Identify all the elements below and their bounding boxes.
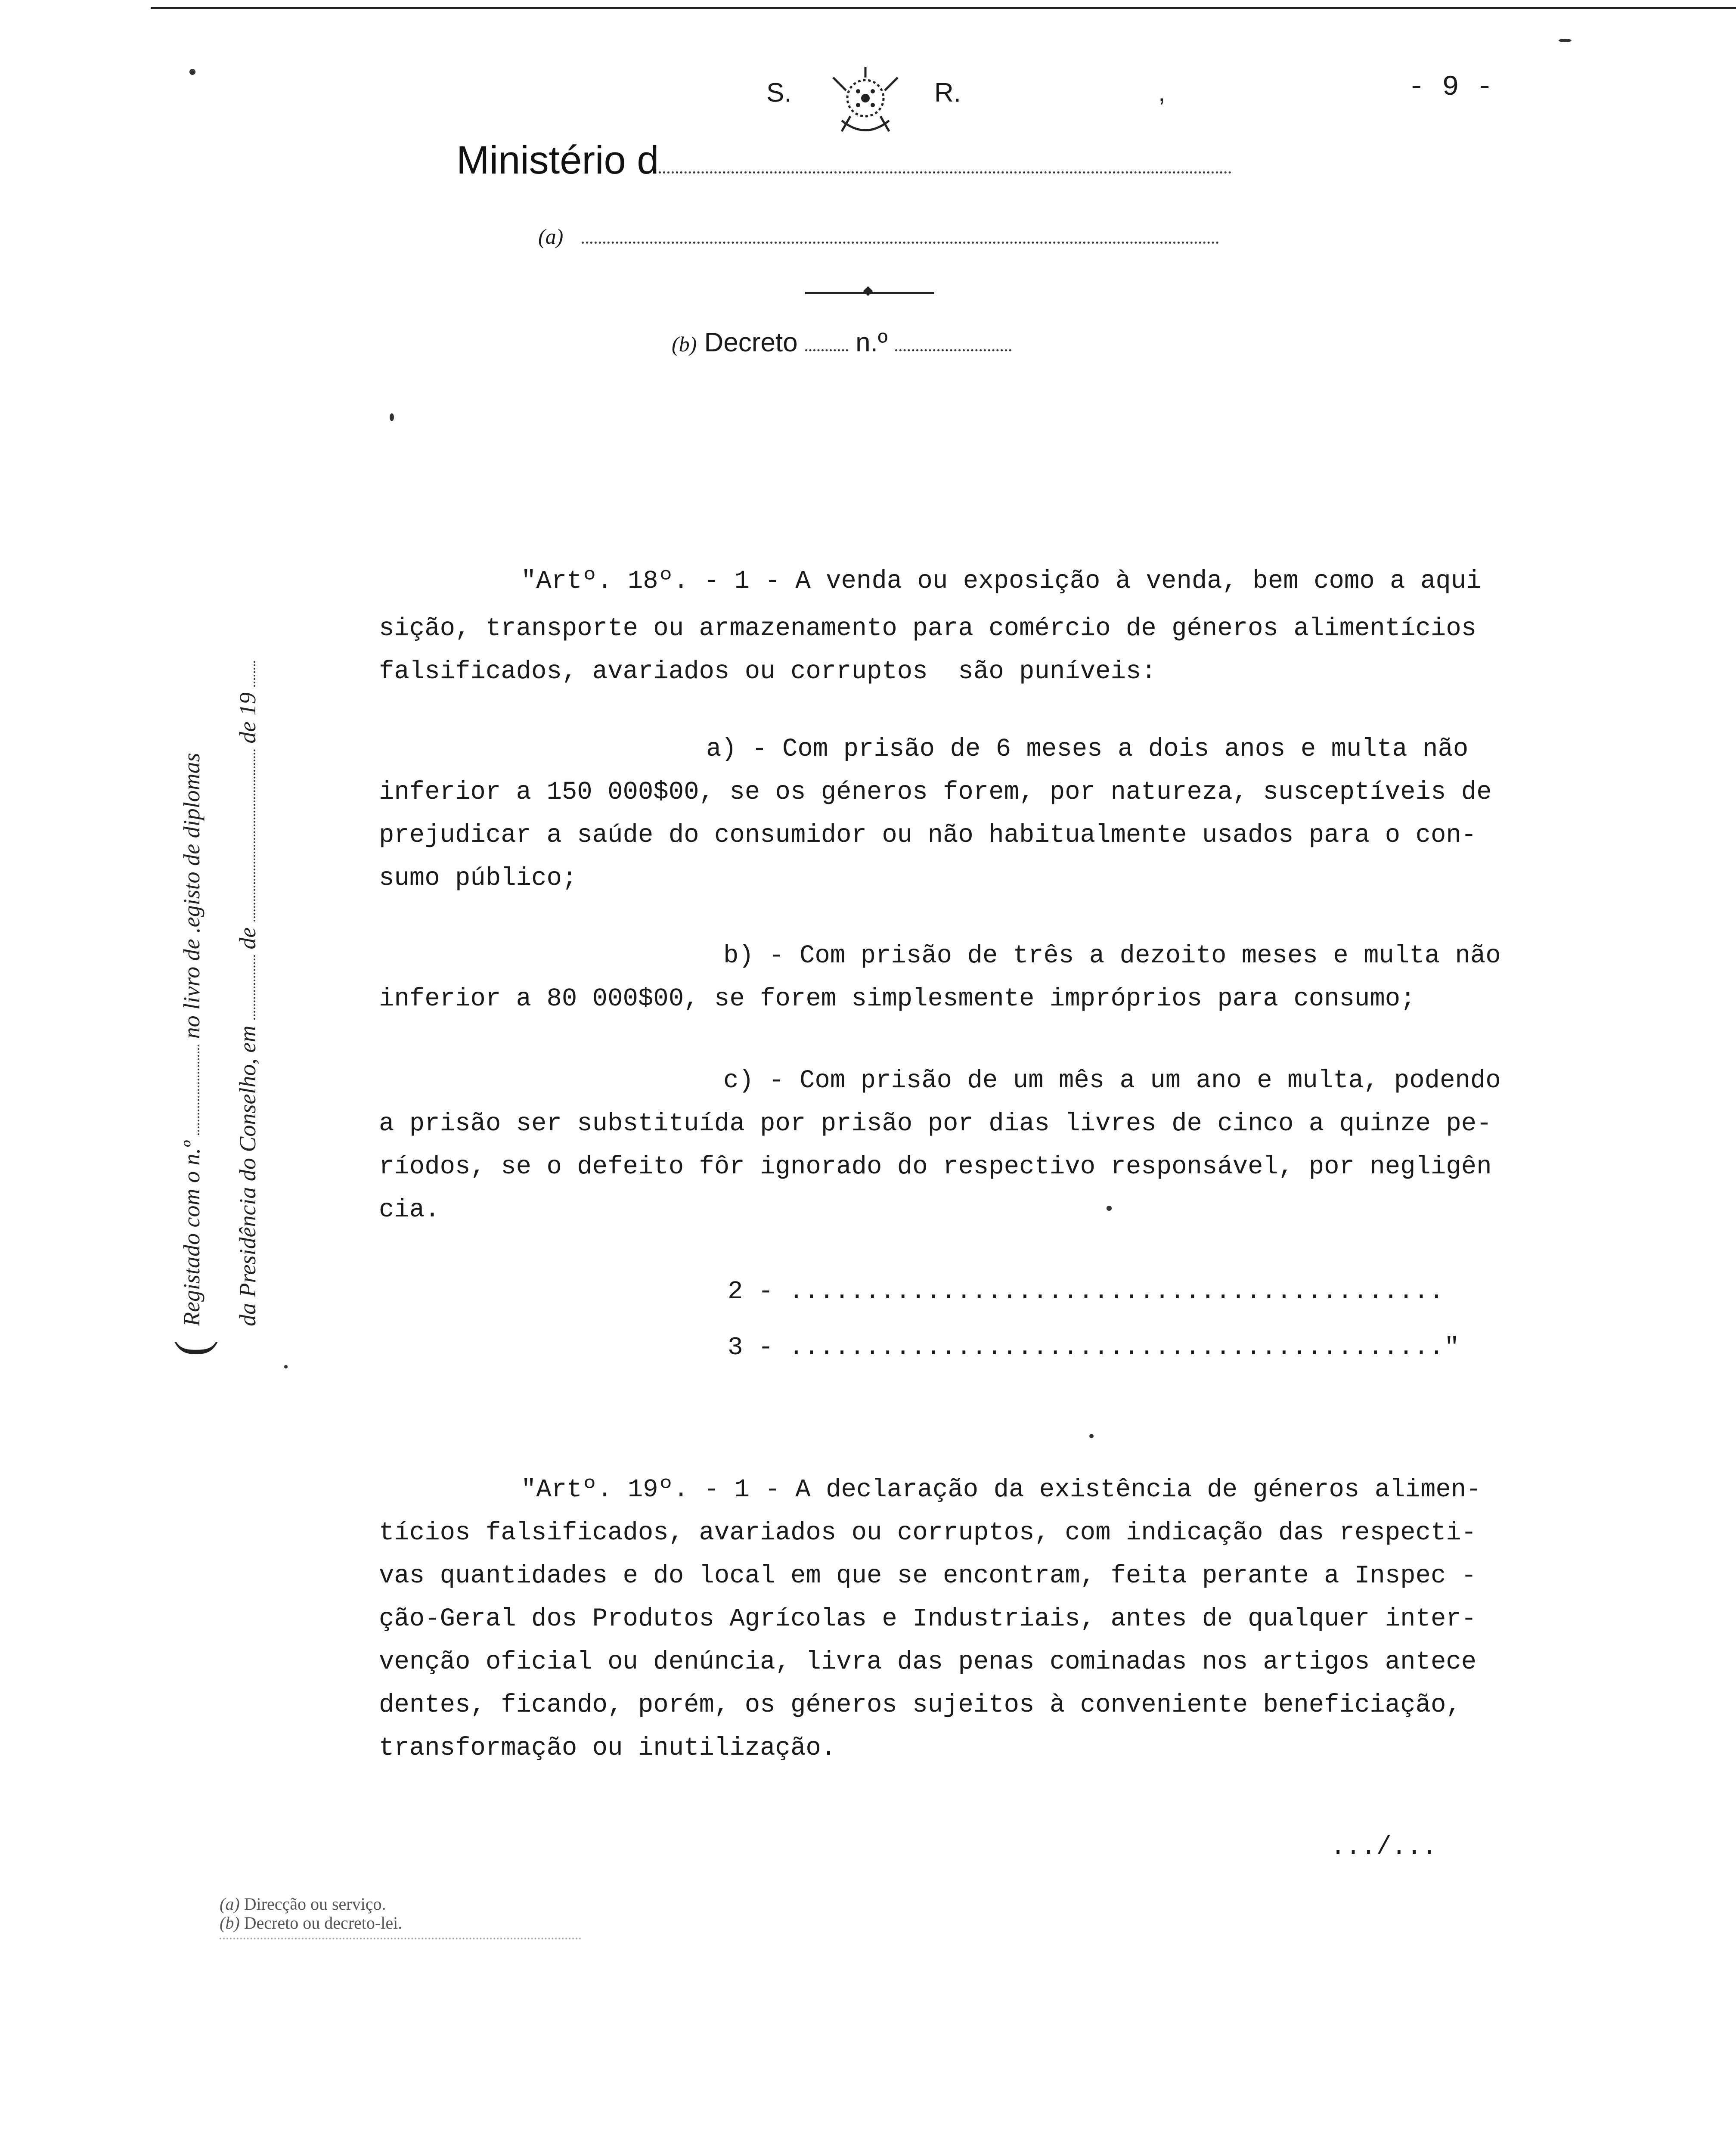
- art18-item-c-line-3: ríodos, se o defeito fôr ignorado do respectivo responsável, por negligên: [379, 1152, 1492, 1181]
- margin-diplomas-label: .egisto de diplomas: [179, 753, 205, 933]
- margin-year-blank: [236, 661, 255, 687]
- decreto-number-blank: [895, 349, 1011, 351]
- faded-imprint-line: [220, 1938, 581, 1944]
- art18-item-c-line-4: cia.: [379, 1195, 440, 1224]
- art18-item-a-line-1: a) - Com prisão de 6 meses a dois anos e multa não: [706, 735, 1469, 763]
- art18-item-b-line-2: inferior a 80 000$00, se forem simplesmente impróprios para consumo;: [379, 984, 1416, 1013]
- art18-line-3: falsificados, avariados ou corruptos são puníveis:: [379, 657, 1156, 686]
- service-field: [538, 224, 1219, 249]
- scan-speck: [1107, 1206, 1112, 1211]
- art19-line-7: transformação ou inutilização.: [379, 1734, 837, 1762]
- scan-speck: [189, 69, 195, 75]
- decreto-prefix: (b): [672, 332, 697, 356]
- scan-speck: [1089, 1434, 1094, 1438]
- margin-presidencia-label: da Presidência do Conselho, em: [235, 1025, 260, 1326]
- footnote-b-text: Decreto ou decreto-lei.: [244, 1913, 403, 1933]
- margin-de-label: de: [235, 927, 260, 949]
- footnote-a-text: Direcção ou serviço.: [244, 1894, 386, 1914]
- service-blank: [582, 242, 1219, 244]
- margin-registado-label: Registado com o n.º: [179, 1141, 205, 1326]
- registration-margin-note: [164, 508, 284, 1356]
- footnotes: [220, 1895, 402, 1933]
- ministerio-label: Ministério d: [456, 138, 659, 182]
- margin-number-blank: [180, 1045, 199, 1135]
- decreto-type-blank: [805, 349, 848, 351]
- margin-day-blank: [236, 955, 255, 1020]
- top-rule: [151, 7, 1736, 9]
- art19-line-5: venção oficial ou denúncia, livra das penas cominadas nos artigos antece: [379, 1647, 1477, 1676]
- numero-label: n.º: [856, 328, 888, 357]
- r-letter: R.: [934, 78, 961, 108]
- footnote-a: [220, 1895, 402, 1914]
- page-number: - 9 -: [1408, 71, 1494, 103]
- decreto-label: Decreto: [704, 328, 798, 357]
- art18-line-2: sição, transporte ou armazenamento para comércio de géneros alimentícios: [379, 614, 1477, 643]
- ornamental-divider: [805, 292, 934, 294]
- scan-speck: [1559, 39, 1572, 42]
- ministerio-blank: [659, 171, 1231, 174]
- ministerio-field: [456, 138, 1231, 183]
- art18-item-c-line-1: c) - Com prisão de um mês a um ano e multa, podendo: [723, 1066, 1501, 1095]
- art19-line-1: "Artº. 19º. - 1 - A declaração da existência de géneros alimen-: [521, 1475, 1482, 1504]
- footnote-a-mark: (a): [220, 1894, 240, 1914]
- margin-year-label: de 19: [235, 692, 260, 744]
- art18-item-c-line-2: a prisão ser substituída por prisão por dias livres de cinco a quinze pe-: [379, 1109, 1492, 1138]
- margin-line-2: [220, 508, 276, 1326]
- art18-line-1: "Artº. 18º. - 1 - A venda ou exposição à venda, bem como a aqui: [521, 567, 1482, 596]
- art18-item-a-line-2: inferior a 150 000$00, se os géneros forem, por natureza, susceptíveis de: [379, 778, 1492, 807]
- coat-of-arms-icon: [816, 65, 915, 138]
- republic-emblem-header: [766, 65, 973, 138]
- decreto-field: [672, 327, 1011, 358]
- art19-line-4: ção-Geral dos Produtos Agrícolas e Industriais, antes de qualquer inter-: [379, 1604, 1477, 1633]
- margin-livro-label: no livro de: [179, 939, 205, 1039]
- art19-line-2: tícios falsificados, avariados ou corruptos, com indicação das respecti-: [379, 1518, 1477, 1547]
- art18-item-a-line-4: sumo público;: [379, 864, 577, 893]
- divider-diamond-icon: [863, 286, 873, 296]
- continuation-mark: .../...: [1330, 1833, 1437, 1861]
- art18-paragraph-2: 2 - ...........................................: [728, 1277, 1445, 1306]
- art19-line-6: dentes, ficando, porém, os géneros sujeitos à conveniente beneficiação,: [379, 1691, 1461, 1719]
- s-letter: S.: [766, 78, 792, 108]
- margin-line-1: [164, 508, 220, 1326]
- art18-paragraph-3: 3 - ...........................................": [728, 1333, 1460, 1362]
- art19-line-3: vas quantidades e do local em que se encontram, feita perante a Inspec -: [379, 1561, 1477, 1590]
- header-comma: ,: [1158, 78, 1166, 107]
- margin-brace: (: [165, 1340, 218, 1356]
- field-a-label: (a): [538, 224, 564, 248]
- scan-speck: [390, 413, 394, 421]
- footnote-b-mark: (b): [220, 1913, 240, 1933]
- art18-item-a-line-3: prejudicar a saúde do consumidor ou não habitualmente usados para o con-: [379, 821, 1477, 850]
- scan-speck: [284, 1365, 288, 1368]
- art18-item-b-line-1: b) - Com prisão de três a dezoito meses e multa não: [723, 941, 1501, 970]
- footnote-b: [220, 1914, 402, 1933]
- margin-month-blank: [236, 749, 255, 921]
